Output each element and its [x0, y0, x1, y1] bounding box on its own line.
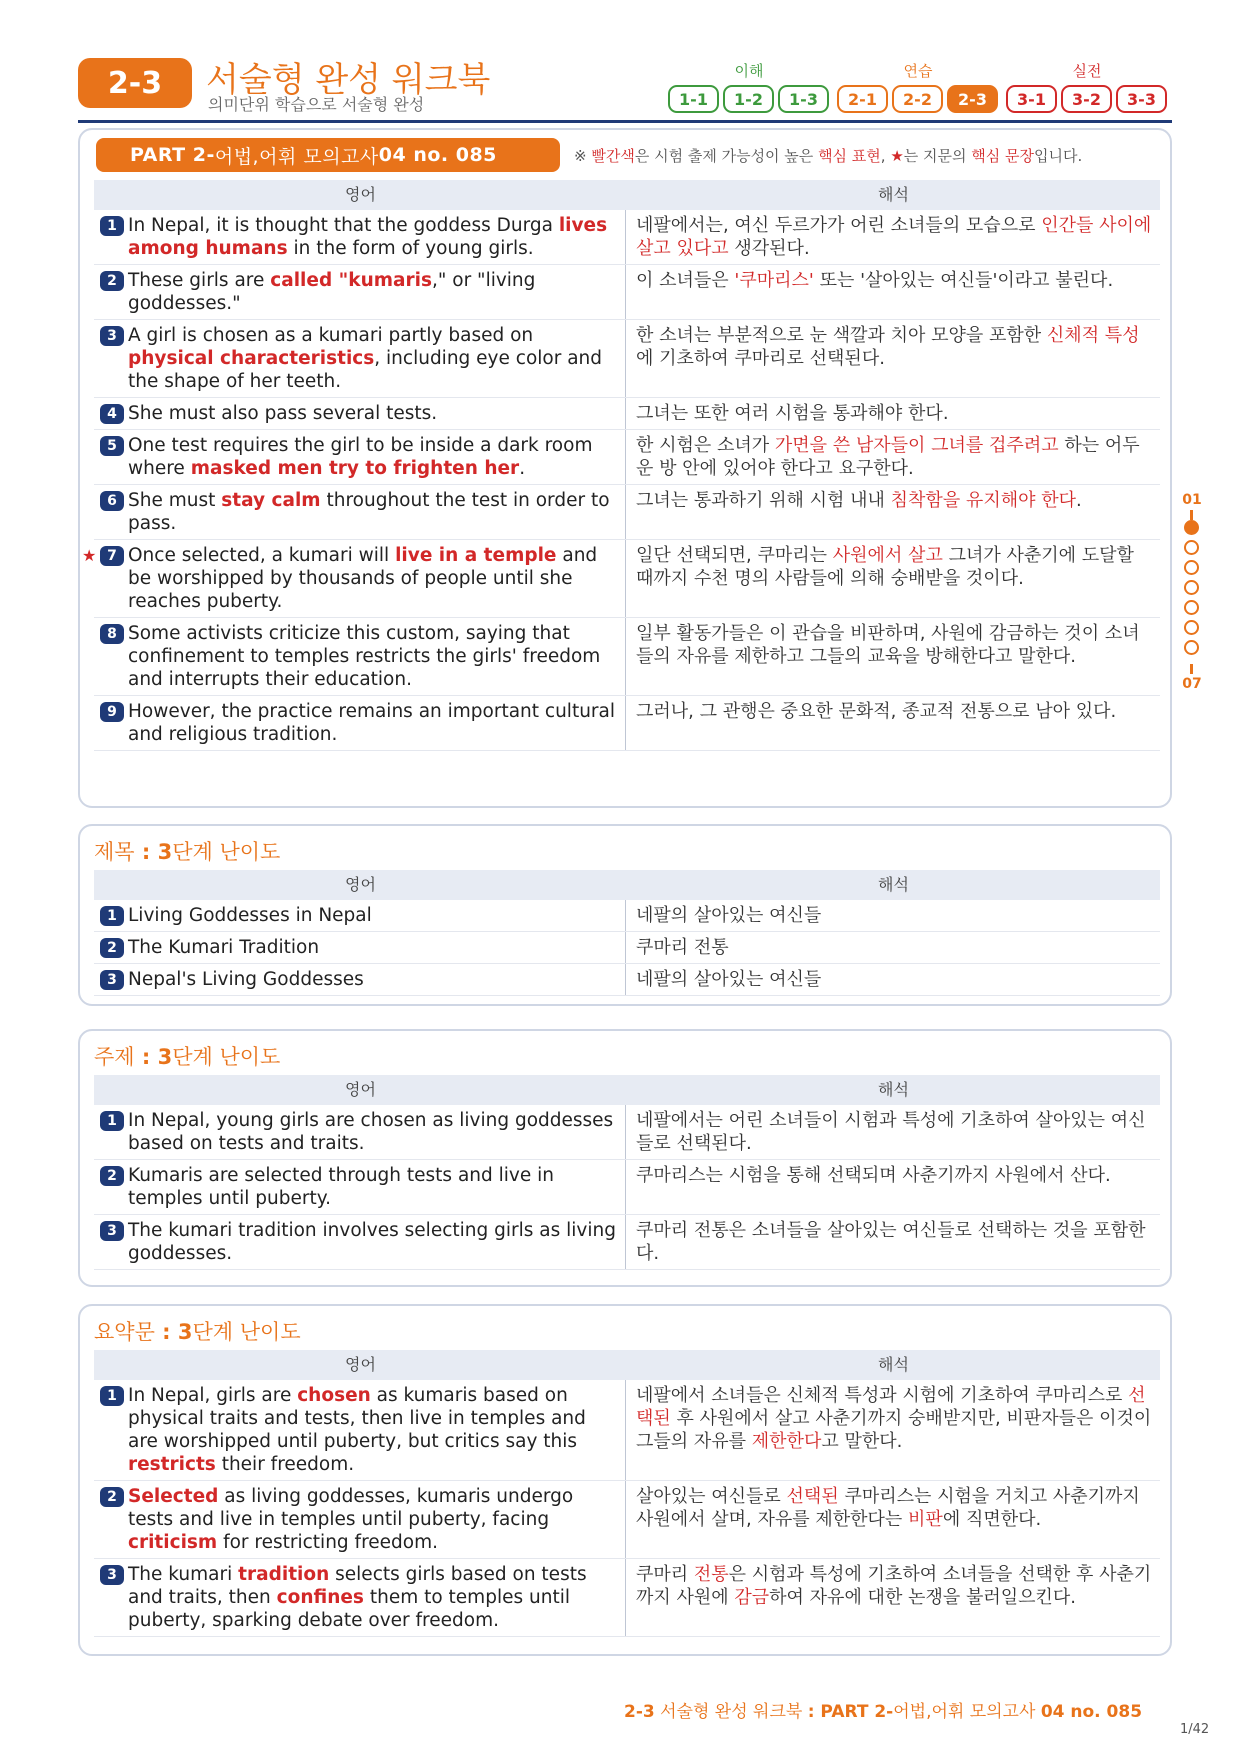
- legend-note: [574, 145, 1082, 166]
- part-label-bold: PART 2-: [130, 144, 215, 166]
- text-segment: 후 사원에서 살고 사춘기까지 숭배받지만, 비판자들은 이것이 그들의 자유를: [636, 1408, 1152, 1452]
- page-dot-icon[interactable]: [1184, 600, 1199, 615]
- text-segment: 그녀가 사춘기에 도달할 때까지 수천 명의 사람들에 의해 숭배받을 것이다.: [636, 545, 1134, 589]
- text-segment: throughout the test in order to pass.: [128, 490, 610, 534]
- row-number: 4: [100, 404, 124, 424]
- column-header-english: 영어: [345, 875, 376, 894]
- text-segment: as kumaris based on physical traits and tests, then live in temples and are worshipped until puberty, but critics say this: [128, 1385, 586, 1452]
- page-footer: [624, 1697, 1142, 1722]
- highlight-text: masked men try to frighten her: [190, 458, 520, 479]
- summary-rows: [94, 1380, 1160, 1637]
- english-cell: [94, 320, 626, 397]
- text-segment: These girls are: [128, 270, 271, 291]
- highlight-text: 감금: [734, 1587, 770, 1608]
- text-segment: 쿠마리스는 시험을 거치고 사춘기까지 사원에서 살며, 자유를 제한한다는: [636, 1486, 1140, 1530]
- column-header-korean: 해석: [878, 1355, 909, 1374]
- row-number: 7: [100, 546, 124, 566]
- text-segment: .: [1075, 490, 1082, 511]
- row-number: 3: [100, 970, 124, 990]
- table-header: [94, 1350, 1160, 1380]
- note-star: ★: [890, 147, 904, 165]
- table-row: [94, 398, 1160, 430]
- theme-rows: [94, 1105, 1160, 1270]
- column-header-english: 영어: [345, 1080, 376, 1099]
- text-segment: and be worshipped by thousands of people until she reaches puberty.: [128, 545, 598, 612]
- highlight-text: 선택된: [636, 1385, 1146, 1429]
- korean-cell: [626, 320, 1160, 397]
- page-number: 1/42: [1180, 1722, 1210, 1737]
- text-segment: 에 기초하여 쿠마리로 선택된다.: [636, 348, 885, 369]
- note-text: 입니다.: [1034, 147, 1083, 165]
- text-segment: 하는 어두운 방 안에 있어야 한다고 요구한다.: [636, 435, 1140, 479]
- text-segment: In Nepal, girls are: [128, 1385, 298, 1406]
- text-segment: 또는 '살아있는 여신들'이라고 불린다.: [813, 270, 1114, 291]
- text-segment: 하여 자유에 대한 논쟁을 불러일으킨다.: [769, 1587, 1076, 1608]
- text-segment: She must also pass several tests.: [128, 403, 438, 424]
- english-cell: [94, 210, 626, 264]
- footer-title: 서술형 완성 워크북: [654, 1702, 808, 1722]
- page-header: [78, 50, 1172, 124]
- highlight-text: restricts: [128, 1454, 216, 1475]
- heading-text: 제목: [94, 840, 135, 864]
- summary-box: [78, 1304, 1172, 1656]
- highlight-text: 제한한다: [751, 1431, 822, 1452]
- section-heading-theme: [94, 1041, 280, 1071]
- text-segment: them to temples until puberty, sparking debate over freedom.: [128, 1587, 570, 1631]
- english-cell: [94, 618, 626, 695]
- summary-table: [94, 1350, 1160, 1637]
- text-segment: 은 시험과 특성에 기초하여 소녀들을 선택한 후 사춘기까지 사원에: [636, 1564, 1152, 1608]
- title-table: [94, 870, 1160, 996]
- heading-level: : 3: [134, 1045, 173, 1069]
- table-row: [94, 1215, 1160, 1270]
- highlight-text: confines: [276, 1587, 364, 1608]
- page-dot-icon[interactable]: [1184, 640, 1199, 655]
- highlight-text: 침착함을 유지해야 한다: [890, 490, 1076, 511]
- heading-text: 단계 난이도: [172, 840, 281, 864]
- english-cell: [94, 1559, 626, 1636]
- english-cell: [94, 485, 626, 539]
- highlight-text: '쿠마리스': [734, 270, 814, 291]
- note-red: 빨간색: [591, 147, 635, 165]
- text-segment: as living goddesses, kumaris undergo tests and live in temples until puberty, facing: [128, 1486, 574, 1530]
- english-cell: [94, 1160, 626, 1214]
- text-segment: 생각된다.: [728, 238, 810, 259]
- english-cell: [94, 265, 626, 319]
- text-segment: Nepal's Living Goddesses: [128, 969, 364, 990]
- english-cell: [94, 696, 626, 750]
- column-header-english: 영어: [345, 185, 376, 204]
- korean-cell: [626, 430, 1160, 484]
- text-segment: for restricting freedom.: [217, 1532, 438, 1553]
- english-cell: [94, 900, 626, 931]
- highlight-text: 인간들 사이에 살고 있다고: [636, 215, 1152, 259]
- table-row: [94, 1105, 1160, 1160]
- heading-level: : 3: [134, 840, 173, 864]
- side-nav-last[interactable]: 07: [1182, 676, 1202, 692]
- korean-cell: [626, 932, 1160, 963]
- table-row: [94, 1559, 1160, 1637]
- english-cell: [94, 430, 626, 484]
- table-header: [94, 180, 1160, 210]
- note-text: 는 지문의: [903, 147, 972, 165]
- table-row: [82, 540, 1160, 618]
- part-label-mid: 어법,어휘 모의고사: [214, 145, 379, 168]
- text-segment: , including eye color and the shape of her teeth.: [128, 348, 603, 392]
- section-heading-summary: [94, 1316, 301, 1346]
- footer-no: 04 no. 085: [1040, 1702, 1143, 1722]
- page-subtitle: 의미단위 학습으로 서술형 완성: [208, 95, 425, 114]
- highlight-text: live in a temple: [395, 545, 557, 566]
- highlight-text: 가면을 쓴 남자들이 그녀를 겁주려고: [774, 435, 1059, 456]
- english-cell: [94, 1380, 626, 1480]
- table-row: [94, 430, 1160, 485]
- sentence-table: [82, 180, 1160, 751]
- text-segment: 고 말한다.: [821, 1431, 903, 1452]
- text-segment: Once selected, a kumari will: [128, 545, 396, 566]
- heading-level: : 3: [154, 1320, 193, 1344]
- note-text: ※: [574, 147, 592, 165]
- highlight-text: called "kumaris: [270, 270, 432, 291]
- level-pill-1-2[interactable]: 1-2: [723, 85, 774, 113]
- korean-cell: [626, 1215, 1160, 1269]
- footer-part: : PART 2-: [807, 1702, 894, 1722]
- highlight-text: criticism: [128, 1532, 218, 1553]
- note-red: 핵심 표현: [818, 147, 881, 165]
- english-cell: [94, 964, 626, 995]
- side-navigation: [1176, 492, 1208, 702]
- level-label: 실전: [1072, 62, 1102, 80]
- heading-text: 단계 난이도: [192, 1320, 301, 1344]
- text-segment: 쿠마리: [636, 1564, 694, 1585]
- row-number: 8: [100, 624, 124, 644]
- english-cell: [94, 1105, 626, 1159]
- table-row: [94, 900, 1160, 932]
- english-cell: [94, 398, 626, 429]
- level-pill-1-1[interactable]: 1-1: [668, 85, 719, 113]
- footer-unit: 2-3: [624, 1702, 655, 1722]
- row-number: 2: [100, 938, 124, 958]
- highlight-text: physical characteristics: [128, 348, 375, 369]
- korean-cell: [626, 1105, 1160, 1159]
- text-segment: 한 시험은 소녀가: [636, 435, 775, 456]
- english-cell: [94, 1481, 626, 1558]
- text-segment: In Nepal, it is thought that the goddess Durga: [128, 215, 559, 236]
- row-number: 1: [100, 1111, 124, 1131]
- table-row: [94, 932, 1160, 964]
- row-number: 5: [100, 436, 124, 456]
- table-row: [94, 210, 1160, 265]
- text-segment: in the form of young girls.: [287, 238, 534, 259]
- text-segment: 그녀는 통과하기 위해 시험 내내: [636, 490, 891, 511]
- highlight-text: lives among humans: [128, 215, 608, 259]
- part-label: [96, 138, 560, 172]
- key-sentence-star-icon: ★: [82, 546, 97, 565]
- table-row: [94, 696, 1160, 751]
- text-segment: 쿠마리 전통: [636, 937, 729, 958]
- highlight-text: tradition: [238, 1564, 330, 1585]
- header-divider: [78, 120, 1172, 123]
- text-segment: 살아있는 여신들로: [636, 1486, 787, 1507]
- text-segment: .: [519, 458, 526, 479]
- level-label: 이해: [734, 62, 764, 80]
- korean-cell: [626, 618, 1160, 695]
- row-number: 3: [100, 326, 124, 346]
- table-row: [94, 485, 1160, 540]
- table-row: [94, 265, 1160, 320]
- page-dot-icon[interactable]: [1184, 520, 1199, 535]
- text-segment: 이 소녀들은: [636, 270, 735, 291]
- text-segment: 네팔에서 소녀들은 신체적 특성과 시험에 기초하여 쿠마리스로: [636, 1385, 1129, 1406]
- text-segment: Some activists criticize this custom, saying that confinement to temples restricts the girls' freedom and interrupts their education.: [128, 623, 601, 690]
- page-dot-icon[interactable]: [1184, 540, 1199, 555]
- row-number: 1: [100, 906, 124, 926]
- row-number: 3: [100, 1221, 124, 1241]
- text-segment: 네팔에서는, 여신 두르가가 어린 소녀들의 모습으로: [636, 215, 1042, 236]
- title-box: [78, 824, 1172, 1006]
- english-cell: [82, 540, 626, 617]
- table-header: [94, 870, 1160, 900]
- part-label-end: 04 no. 085: [378, 144, 497, 166]
- highlight-text: Selected: [128, 1486, 219, 1507]
- theme-box: [78, 1029, 1172, 1287]
- korean-cell: [626, 964, 1160, 995]
- text-segment: Living Goddesses in Nepal: [128, 905, 372, 926]
- level-pill-2-3[interactable]: 2-3: [947, 85, 998, 113]
- text-segment: their freedom.: [215, 1454, 355, 1475]
- title-rows: [94, 900, 1160, 996]
- page-dot-icon[interactable]: [1184, 580, 1199, 595]
- unit-badge: 2-3: [78, 58, 192, 108]
- side-nav-line: [1190, 510, 1193, 520]
- column-header-english: 영어: [345, 1355, 376, 1374]
- korean-cell: [626, 1160, 1160, 1214]
- korean-cell: [626, 485, 1160, 539]
- text-segment: She must: [128, 490, 222, 511]
- text-segment: 한 소녀는 부분적으로 눈 색깔과 치아 모양을 포함한: [636, 325, 1047, 346]
- level-pill-2-1[interactable]: 2-1: [837, 85, 888, 113]
- row-number: 2: [100, 1487, 124, 1507]
- table-row: [94, 320, 1160, 398]
- level-label: 연습: [903, 62, 933, 80]
- korean-cell: [626, 398, 1160, 429]
- row-number: 3: [100, 1565, 124, 1585]
- text-segment: 그녀는 또한 여러 시험을 통과해야 한다.: [636, 403, 949, 424]
- text-segment: The kumari tradition involves selecting girls as living goddesses.: [128, 1220, 616, 1264]
- text-segment: 네팔의 살아있는 여신들: [636, 969, 822, 990]
- footer-mid: 어법,어휘 모의고사: [893, 1702, 1041, 1722]
- note-red: 핵심 문장: [971, 147, 1035, 165]
- text-segment: 일단 선택되면, 쿠마리는: [636, 545, 833, 566]
- text-segment: selects girls based on tests and traits, then: [128, 1564, 587, 1608]
- level-pill-2-2[interactable]: 2-2: [892, 85, 943, 113]
- highlight-text: chosen: [297, 1385, 371, 1406]
- passage-box: [78, 128, 1172, 808]
- table-row: [94, 1481, 1160, 1559]
- side-nav-dots: [1184, 520, 1200, 660]
- highlight-text: 사원에서 살고: [832, 545, 943, 566]
- level-navigation: [668, 60, 1172, 116]
- text-segment: 일부 활동가들은 이 관습을 비판하며, 사원에 감금하는 것이 소녀들의 자유를 제한하고 그들의 교육을 방해한다고 말한다.: [636, 623, 1140, 667]
- english-cell: [94, 1215, 626, 1269]
- column-header-korean: 해석: [878, 1080, 909, 1099]
- table-header: [94, 1075, 1160, 1105]
- level-pill-3-2[interactable]: 3-2: [1061, 85, 1112, 113]
- table-row: [94, 1160, 1160, 1215]
- row-number: 6: [100, 491, 124, 511]
- highlight-text: 전통: [693, 1564, 729, 1585]
- text-segment: However, the practice remains an important cultural and religious tradition.: [128, 701, 616, 745]
- level-pill-3-1[interactable]: 3-1: [1006, 85, 1057, 113]
- text-segment: 에 직면한다.: [942, 1509, 1042, 1530]
- text-segment: 쿠마리스는 시험을 통해 선택되며 사춘기까지 사원에서 산다.: [636, 1165, 1111, 1186]
- section-heading-title: [94, 836, 280, 866]
- highlight-text: 신체적 특성: [1046, 325, 1140, 346]
- highlight-text: 비판: [908, 1509, 943, 1530]
- korean-cell: [626, 1559, 1160, 1636]
- text-segment: In Nepal, young girls are chosen as living goddesses based on tests and traits.: [128, 1110, 614, 1154]
- text-segment: 네팔에서는 어린 소녀들이 시험과 특성에 기초하여 살아있는 여신들로 선택된다.: [636, 1110, 1146, 1154]
- korean-cell: [626, 210, 1160, 264]
- korean-cell: [626, 900, 1160, 931]
- row-number: 2: [100, 271, 124, 291]
- korean-cell: [626, 540, 1160, 617]
- heading-text: 요약문: [94, 1320, 155, 1344]
- highlight-text: 선택된: [786, 1486, 839, 1507]
- heading-text: 주제: [94, 1045, 135, 1069]
- highlight-text: stay calm: [221, 490, 321, 511]
- text-segment: The Kumari Tradition: [128, 937, 320, 958]
- korean-cell: [626, 1380, 1160, 1480]
- level-pill-3-3[interactable]: 3-3: [1116, 85, 1167, 113]
- table-row: [94, 618, 1160, 696]
- column-header-korean: 해석: [878, 875, 909, 894]
- note-text: ,: [880, 147, 891, 165]
- table-row: [94, 964, 1160, 996]
- english-cell: [94, 932, 626, 963]
- table-row: [94, 1380, 1160, 1481]
- note-text: 은 시험 출제 가능성이 높은: [634, 147, 819, 165]
- theme-table: [94, 1075, 1160, 1270]
- page-title: 서술형 완성 워크북: [206, 60, 491, 100]
- sentence-rows: [82, 210, 1160, 751]
- row-number: 9: [100, 702, 124, 722]
- text-segment: A girl is chosen as a kumari partly based on: [128, 325, 534, 346]
- side-nav-first[interactable]: 01: [1182, 492, 1202, 508]
- column-header-korean: 해석: [878, 185, 909, 204]
- text-segment: 그러나, 그 관행은 중요한 문화적, 종교적 전통으로 남아 있다.: [636, 701, 1117, 722]
- heading-text: 단계 난이도: [172, 1045, 281, 1069]
- row-number: 1: [100, 1386, 124, 1406]
- side-nav-line: [1190, 664, 1193, 674]
- page-dot-icon[interactable]: [1184, 560, 1199, 575]
- text-segment: 쿠마리 전통은 소녀들을 살아있는 여신들로 선택하는 것을 포함한다.: [636, 1220, 1146, 1264]
- text-segment: One test requires the girl to be inside a dark room where: [128, 435, 593, 479]
- text-segment: 네팔의 살아있는 여신들: [636, 905, 822, 926]
- row-number: 2: [100, 1166, 124, 1186]
- korean-cell: [626, 696, 1160, 750]
- level-pill-1-3[interactable]: 1-3: [778, 85, 829, 113]
- text-segment: The kumari: [128, 1564, 239, 1585]
- text-segment: ," or "living goddesses.": [128, 270, 536, 314]
- korean-cell: [626, 1481, 1160, 1558]
- row-number: 1: [100, 216, 124, 236]
- korean-cell: [626, 265, 1160, 319]
- page-dot-icon[interactable]: [1184, 620, 1199, 635]
- text-segment: Kumaris are selected through tests and live in temples until puberty.: [128, 1165, 554, 1209]
